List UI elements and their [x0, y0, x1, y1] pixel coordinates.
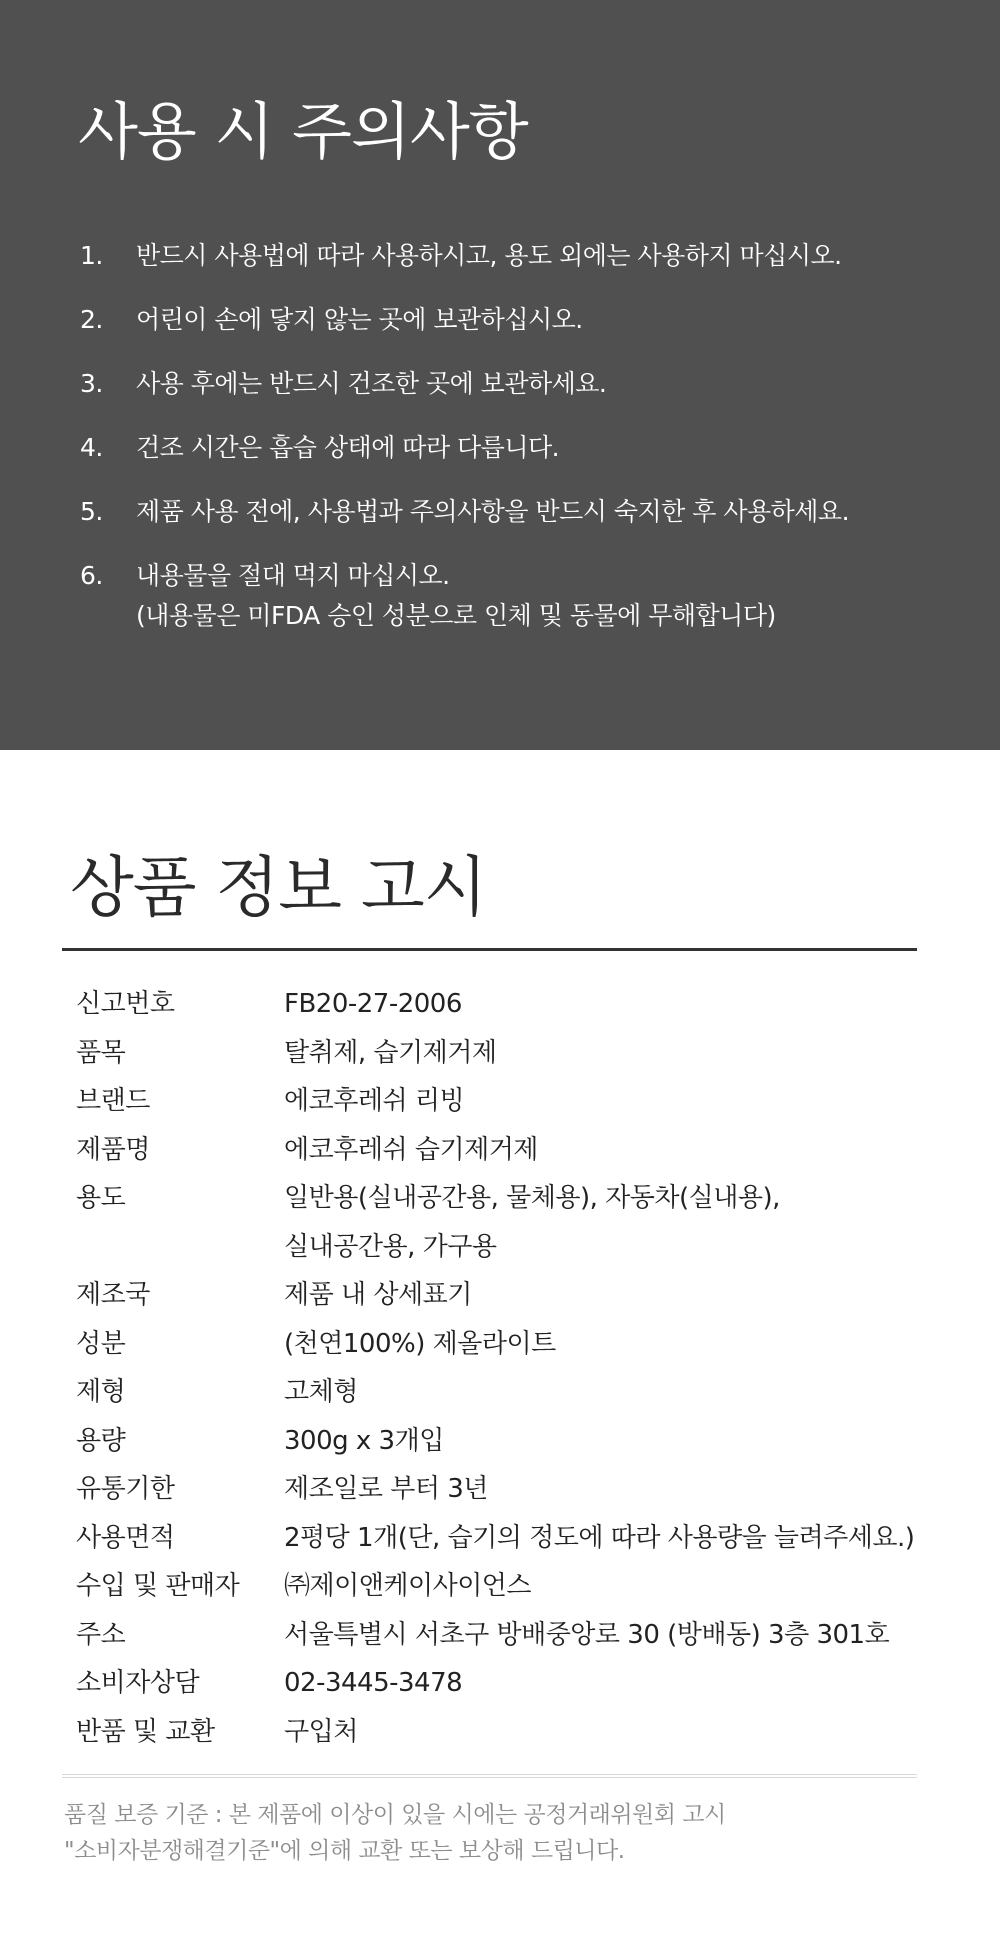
info-value: 02-3445-3478: [284, 1668, 463, 1698]
caution-item: [80, 300, 849, 340]
info-value: 고체형: [284, 1377, 358, 1407]
info-value: 에코후레쉬 습기제거제: [284, 1134, 538, 1165]
info-row: [76, 1562, 936, 1611]
quality-guarantee-note: [64, 1797, 726, 1869]
footnote-divider: [62, 1774, 917, 1778]
caution-section: [0, 0, 1000, 750]
caution-item-text: 사용 후에는 반드시 건조한 곳에 보관하세요.: [136, 369, 607, 398]
info-row: [76, 1659, 936, 1708]
title-divider: [62, 948, 917, 951]
info-row: [76, 1174, 936, 1271]
info-row: [76, 1708, 936, 1757]
caution-item: [80, 428, 849, 468]
info-row: [76, 980, 936, 1029]
info-label: 품목: [76, 1037, 126, 1068]
caution-item-subtext: (내용물은 미FDA 승인 성분으로 인체 및 동물에 무해합니다): [136, 601, 776, 630]
caution-item: [80, 364, 849, 404]
info-label: 제형: [76, 1377, 126, 1407]
info-row: [76, 1465, 936, 1514]
info-row: [76, 1417, 936, 1466]
info-row: [76, 1077, 936, 1126]
product-info-section: [0, 750, 1000, 1948]
caution-list: [80, 236, 849, 660]
info-value: 2평당 1개(단, 습기의 정도에 따라 사용량을 늘려주세요.): [284, 1522, 915, 1553]
footnote-line: "소비자분쟁해결기준"에 의해 교환 또는 보상해 드립니다.: [64, 1838, 625, 1864]
info-value: ㈜제이앤케이사이언스: [284, 1571, 532, 1601]
info-label: 사용면적: [76, 1522, 175, 1553]
info-value: 구입처: [284, 1716, 358, 1747]
footnote-line: 품질 보증 기준 : 본 제품에 이상이 있을 시에는 공정거래위원회 고시: [64, 1802, 726, 1828]
caution-item-number: 4.: [80, 433, 103, 462]
caution-item-text: 어린이 손에 닿지 않는 곳에 보관하십시오.: [136, 305, 583, 334]
info-label: 제조국: [76, 1280, 150, 1310]
caution-item: [80, 556, 849, 636]
info-row: [76, 1514, 936, 1563]
caution-item: [80, 492, 849, 532]
info-value: 탈취제, 습기제거제: [284, 1037, 497, 1068]
caution-item: [80, 236, 849, 276]
info-row: [76, 1029, 936, 1078]
info-value: 에코후레쉬 리빙: [284, 1086, 465, 1116]
info-label: 유통기한: [76, 1474, 175, 1504]
info-label: 소비자상담: [76, 1668, 200, 1698]
info-label: 신고번호: [76, 989, 175, 1019]
caution-item-number: 1.: [80, 241, 103, 270]
caution-item-number: 2.: [80, 305, 103, 334]
product-info-table: [76, 980, 936, 1756]
info-row: [76, 1611, 936, 1660]
caution-title: 사용 시 주의사항: [78, 95, 528, 168]
info-label: 주소: [76, 1619, 126, 1650]
info-value: 300g x 3개입: [284, 1425, 444, 1456]
info-label: 제품명: [76, 1134, 150, 1165]
info-value-group: [284, 1174, 936, 1271]
info-row: [76, 1320, 936, 1369]
info-value-continued: 실내공간용, 가구용: [284, 1231, 497, 1262]
info-value: 서울특별시 서초구 방배중앙로 30 (방배동) 3층 301호: [284, 1619, 890, 1650]
info-label: 성분: [76, 1328, 126, 1359]
info-row: [76, 1271, 936, 1320]
info-row: [76, 1126, 936, 1175]
info-label: 용량: [76, 1425, 126, 1456]
caution-item-text: 반드시 사용법에 따라 사용하시고, 용도 외에는 사용하지 마십시오.: [136, 241, 842, 270]
caution-item-number: 5.: [80, 497, 103, 526]
info-value: 제품 내 상세표기: [284, 1280, 472, 1310]
caution-item-text: 건조 시간은 흡습 상태에 따라 다릅니다.: [136, 433, 560, 462]
info-label: 수입 및 판매자: [76, 1571, 240, 1601]
info-value: 제조일로 부터 3년: [284, 1474, 488, 1504]
info-value: (천연100%) 제올라이트: [284, 1328, 556, 1359]
caution-item-number: 3.: [80, 369, 103, 398]
info-row: [76, 1368, 936, 1417]
caution-item-text: 내용물을 절대 먹지 마십시오.: [136, 561, 450, 590]
caution-item-number: 6.: [80, 561, 103, 590]
product-info-title: 상품 정보 고시: [70, 849, 487, 926]
info-label: 용도: [76, 1183, 126, 1213]
info-value: 일반용(실내공간용, 물체용), 자동차(실내용),: [284, 1183, 780, 1213]
info-label: 브랜드: [76, 1086, 150, 1116]
info-value: FB20-27-2006: [284, 989, 462, 1019]
caution-item-text-group: [136, 556, 776, 636]
caution-item-text: 제품 사용 전에, 사용법과 주의사항을 반드시 숙지한 후 사용하세요.: [136, 497, 850, 526]
info-label: 반품 및 교환: [76, 1716, 215, 1747]
